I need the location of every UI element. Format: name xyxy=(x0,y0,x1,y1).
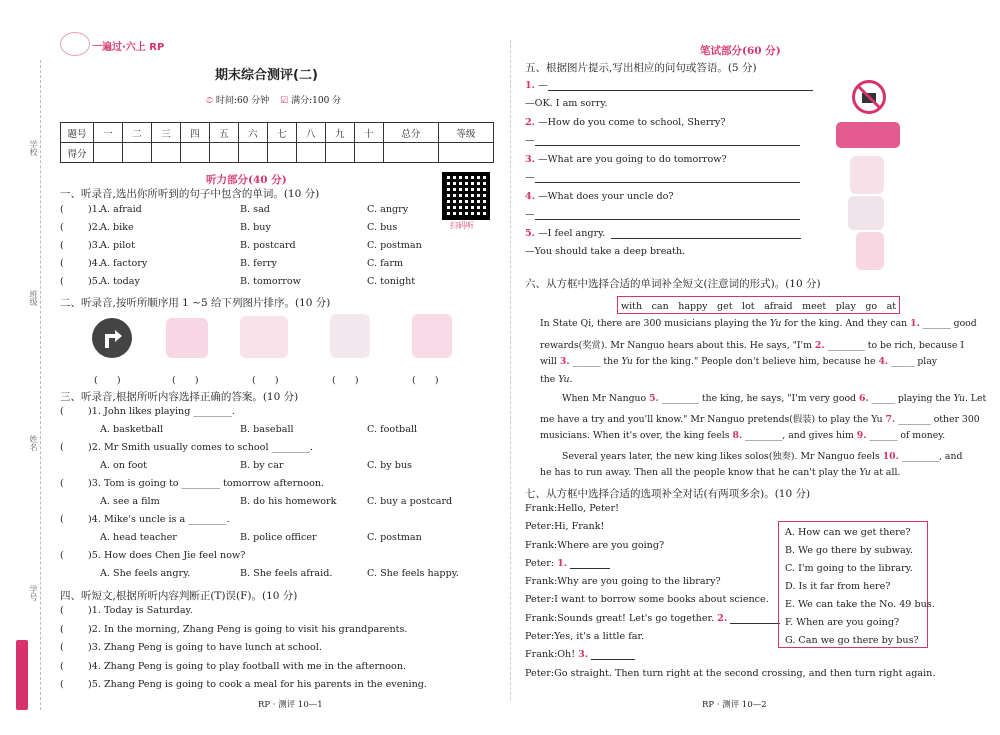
dialog-line: Peter:Go straight. Then turn right at the second crossing, and then turn right again. xyxy=(525,667,936,679)
score-cell[interactable] xyxy=(209,143,238,163)
list-item: 1. — —OK. I am sorry. xyxy=(525,80,825,117)
factory-picture-icon xyxy=(166,318,208,358)
options-box xyxy=(778,521,935,648)
score-header-cell: 等级 xyxy=(438,123,493,143)
option-item: D. Is it far from here? xyxy=(785,581,891,592)
score-header-cell: 二 xyxy=(122,123,151,143)
answer-line[interactable] xyxy=(570,568,610,569)
score-cell[interactable] xyxy=(94,143,123,163)
score-cell[interactable] xyxy=(354,143,383,163)
order-paren[interactable]: ( ) xyxy=(94,375,121,386)
section-4-list xyxy=(60,605,427,698)
dialog-line: Frank:Hello, Peter! xyxy=(525,503,619,514)
binding-badge xyxy=(16,640,28,710)
section-4-title: 四、听短文,根据所听内容判断正(T)误(F)。(10 分) xyxy=(60,590,298,602)
exam-meta xyxy=(206,93,341,106)
list-item: ( )1. A. afraid B. sad C. angry xyxy=(60,204,409,215)
section-5-list xyxy=(525,80,825,265)
order-paren[interactable]: ( ) xyxy=(332,375,359,386)
score-cell[interactable] xyxy=(180,143,209,163)
score-header-cell: 八 xyxy=(296,123,325,143)
score-header-cell: 五 xyxy=(209,123,238,143)
section-7-title: 七、从方框中选择合适的选项补全对话(有两项多余)。(10 分) xyxy=(525,488,811,500)
passage-line: me have a try and you'll know." Mr Nanguo pretends(假装) to play the Yu 7. _______ other 300 xyxy=(540,414,980,425)
score-header-cell: 九 xyxy=(325,123,354,143)
score-table-header-row xyxy=(61,123,494,143)
section-3-title: 三、听录音,根据所听内容选择正确的答案。(10 分) xyxy=(60,391,299,403)
section-1-title: 一、听录音,选出你所听到的句子中包含的单词。(10 分) xyxy=(60,188,320,200)
passage-line: rewards(奖赏). Mr Nanguo hears about this. He says, "I'm 2. ________ to be rich, because I xyxy=(540,340,965,351)
score-header-cell: 七 xyxy=(267,123,296,143)
answer-line[interactable] xyxy=(730,623,780,624)
section-6-title: 六、从方框中选择合适的单词补全短文(注意词的形式)。(10 分) xyxy=(525,278,821,290)
score-row-label: 得分 xyxy=(61,143,94,163)
option-item: B. We go there by subway. xyxy=(785,545,913,556)
list-item: ( )3. A. pilot B. postcard C. postman xyxy=(60,240,422,251)
list-item: ( )3. Tom is going to ________ tomorrow afternoon. A. see a film B. do his homework C. buy a postcard xyxy=(60,478,453,507)
section-1-list xyxy=(60,204,422,294)
option-item: A. How can we get there? xyxy=(785,527,911,538)
score-cell[interactable] xyxy=(122,143,151,163)
answer-line[interactable] xyxy=(611,238,801,239)
dialog-line: Frank:Why are you going to the library? xyxy=(525,576,721,588)
passage-line: musicians. When it's over, the king feels 8. ________, and gives him 9. ______ of money. xyxy=(540,430,946,441)
passage-line: In State Qi, there are 300 musicians playing the Yu for the king. And they can 1. ______ good xyxy=(540,318,977,329)
passage-line: When Mr Nanguo 5. ________ the king, he says, "I'm very good 6. _____ playing the Yu. Let xyxy=(562,393,987,404)
list-item: ( )1. Today is Saturday. xyxy=(60,605,193,616)
score-header-cell: 十 xyxy=(354,123,383,143)
binding-label-name: 姓名 xyxy=(29,435,38,451)
answer-line[interactable] xyxy=(535,182,800,183)
order-paren[interactable]: ( ) xyxy=(172,375,199,386)
passage-line: the Yu. xyxy=(540,374,573,385)
score-header-cell: 三 xyxy=(151,123,180,143)
list-item: ( )4. A. factory B. ferry C. farm xyxy=(60,258,404,269)
scientist-boy-icon xyxy=(330,314,370,358)
dialog-line: Peter: 1. xyxy=(525,558,935,576)
option-item: C. I'm going to the library. xyxy=(785,563,913,574)
passage-line: Several years later, the new king likes solos(独奏). Mr Nanguo feels 10. ________, and xyxy=(562,451,963,462)
order-paren[interactable]: ( ) xyxy=(412,375,439,386)
word-bank-box: with can happy get lot afraid meet play go at xyxy=(617,296,900,314)
list-item: ( )5. How does Chen Jie feel now? A. She feels angry. B. She feels afraid. C. She feels happy. xyxy=(60,550,459,579)
footer-right: RP · 测评 10—2 xyxy=(702,700,767,710)
dialog-line: Frank:Sounds great! Let's go together. 2. xyxy=(525,613,935,631)
police-officer-icon xyxy=(848,196,884,230)
dialog-line: Peter:Hi, Frank! xyxy=(525,521,605,533)
score-cell[interactable] xyxy=(267,143,296,163)
list-item: 3. —What are you going to do tomorrow? — xyxy=(525,154,825,191)
total-score: 满分:100 分 xyxy=(291,96,342,106)
flower-logo-icon xyxy=(60,32,90,56)
score-header-cell: 总分 xyxy=(383,123,438,143)
list-item: ( )4. Zhang Peng is going to play football with me in the afternoon. xyxy=(60,660,407,672)
qr-caption: 扫码听 xyxy=(450,221,474,230)
binding-strip xyxy=(0,0,48,735)
page-divider xyxy=(510,40,511,700)
girl-picture-icon xyxy=(412,314,452,358)
answer-line[interactable] xyxy=(535,145,800,146)
no-camera-sign-icon xyxy=(852,80,886,114)
score-cell[interactable] xyxy=(296,143,325,163)
dialog-line: Frank:Where are you going? xyxy=(525,539,665,551)
bus-icon xyxy=(836,122,900,148)
time-limit: 时间:60 分钟 xyxy=(215,96,270,106)
section-3-list xyxy=(60,406,500,586)
option-item: E. We can take the No. 49 bus. xyxy=(785,599,935,610)
list-item: ( )5. A. today B. tomorrow C. tonight xyxy=(60,276,416,287)
score-header-cell: 六 xyxy=(238,123,267,143)
answer-line[interactable] xyxy=(591,659,635,660)
brand-label: 一遍过·六上 RP xyxy=(92,42,165,53)
list-item: ( )2. Mr Smith usually comes to school ________. A. on foot B. by car C. by bus xyxy=(60,442,412,471)
section-2-title: 二、听录音,按听所顺序用 1 ~5 给下列图片排序。(10 分) xyxy=(60,297,331,309)
list-item: ( )1. John likes playing ________. A. basketball B. baseball C. football xyxy=(60,406,418,435)
turn-right-sign-icon xyxy=(92,318,132,358)
answer-line[interactable] xyxy=(548,90,813,91)
passage-line: he has to run away. Then all the people know that he can't play the Yu at all. xyxy=(540,467,901,478)
list-item: ( )4. Mike's uncle is a ________. A. head teacher B. police officer C. postman xyxy=(60,514,422,543)
footer-left: RP · 测评 10—1 xyxy=(258,700,323,710)
score-table xyxy=(60,122,494,163)
option-item: F. When are you going? xyxy=(785,617,900,628)
writing-section-title: 笔试部分(60 分) xyxy=(700,45,781,57)
score-cell[interactable] xyxy=(438,143,493,163)
check-icon: ☑ xyxy=(280,96,289,106)
score-table-score-row xyxy=(61,143,494,163)
qr-code-icon[interactable] xyxy=(442,172,490,220)
answer-line[interactable] xyxy=(535,219,800,220)
score-cell[interactable] xyxy=(238,143,267,163)
page-title: 期末综合测评(二) xyxy=(215,68,318,83)
clock-icon: ⏲ xyxy=(206,96,214,106)
score-cell[interactable] xyxy=(151,143,180,163)
list-item: ( )2. A. bike B. buy C. bus xyxy=(60,222,398,233)
swimming-boy-icon xyxy=(240,316,288,358)
reading-girl-icon xyxy=(850,156,884,194)
list-item: 2. —How do you come to school, Sherry? — xyxy=(525,117,825,154)
dialog-line: Peter:I want to borrow some books about science. xyxy=(525,594,769,606)
score-header-cell: 一 xyxy=(94,123,123,143)
list-item: ( )5. Zhang Peng is going to cook a meal for his parents in the evening. xyxy=(60,679,427,690)
listening-section-title: 听力部分(40 分) xyxy=(206,174,287,186)
dialog-line: Frank:Oh! 3. xyxy=(525,649,935,667)
score-cell[interactable] xyxy=(383,143,438,163)
score-header-cell: 四 xyxy=(180,123,209,143)
option-item: G. Can we go there by bus? xyxy=(785,635,919,646)
score-header-cell: 题号 xyxy=(61,123,94,143)
dialog-line: Peter:Yes, it's a little far. xyxy=(525,631,645,643)
binding-label-id: 学号 xyxy=(29,585,38,601)
angry-girl-icon xyxy=(856,232,884,270)
binding-label-class: 班级 xyxy=(29,290,38,306)
list-item: ( )2. In the morning, Zhang Peng is going to visit his grandparents. xyxy=(60,623,408,635)
list-item: 5. —I feel angry. —You should take a deep breath. xyxy=(525,228,825,265)
list-item: ( )3. Zhang Peng is going to have lunch at school. xyxy=(60,642,322,653)
order-paren[interactable]: ( ) xyxy=(252,375,279,386)
section-5-title: 五、根据图片提示,写出相应的问句或答语。(5 分) xyxy=(525,62,757,74)
list-item: 4. —What does your uncle do? — xyxy=(525,191,825,228)
score-cell[interactable] xyxy=(325,143,354,163)
passage-line: will 3. ______ the Yu for the king." People don't believe him, because he 4. _____ play xyxy=(540,356,938,367)
binding-label-school: 学校 xyxy=(29,140,38,156)
binding-dash-line xyxy=(40,60,41,710)
